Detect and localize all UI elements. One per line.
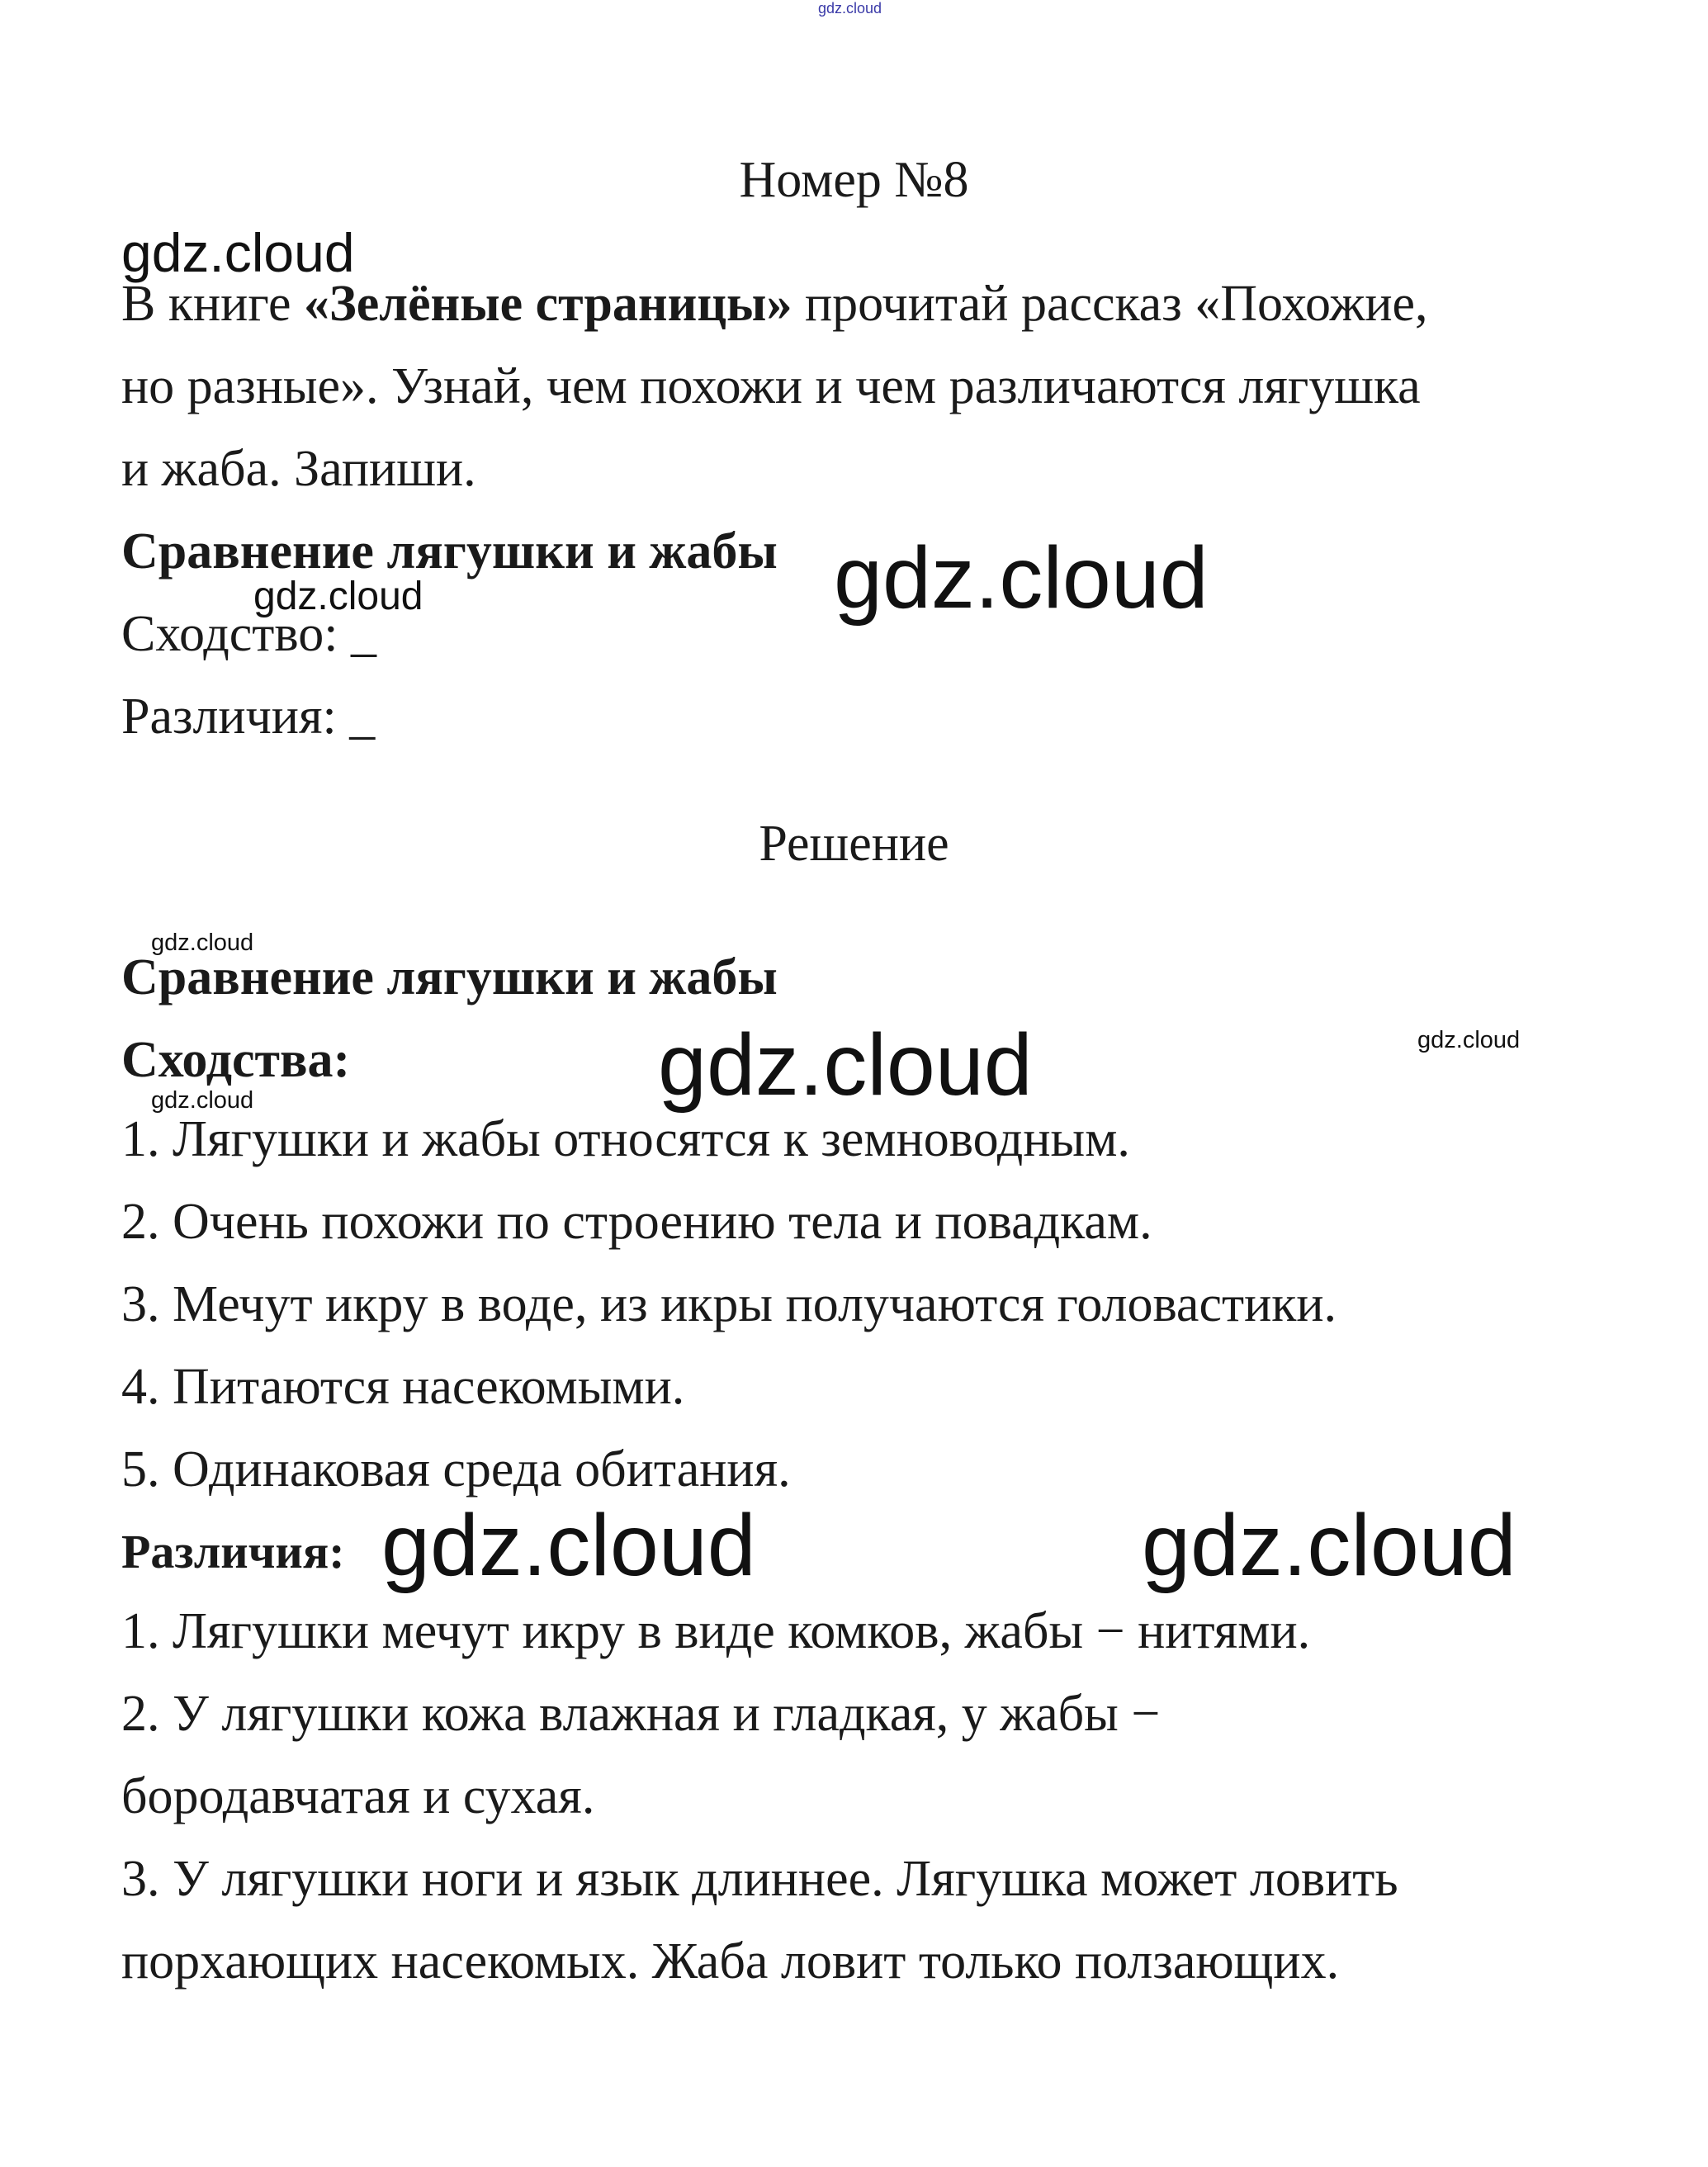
task-line-2: но разные». Узнай, чем похожи и чем различаются лягушка: [121, 358, 1421, 414]
book-title: «Зелёные страницы»: [303, 276, 792, 332]
watermark-solution-large: gdz.cloud: [658, 1016, 1033, 1114]
similarity-item: 5. Одинаковая среда обитания.: [121, 1441, 791, 1498]
difference-line: 3. У лягушки ноги и язык длиннее. Лягушка может ловить: [121, 1851, 1398, 1907]
task-heading: Сравнение лягушки и жабы: [121, 523, 778, 580]
similarities-heading: Сходства:: [121, 1032, 351, 1088]
page-title: Номер №8: [739, 152, 969, 208]
differences-heading: Различия:: [121, 1525, 345, 1578]
watermark-solution-tiny-right: gdz.cloud: [1417, 1027, 1521, 1053]
difference-line: порхающих насекомых. Жаба ловит только ползающих.: [121, 1933, 1340, 1990]
watermark-task-top: gdz.cloud: [121, 222, 355, 283]
difference-prompt: Различия: _: [121, 688, 376, 745]
watermark-task-small: gdz.cloud: [253, 575, 423, 618]
solution-title: Решение: [759, 816, 949, 872]
watermark-solution-tiny-2: gdz.cloud: [151, 1087, 254, 1114]
similarity-item: 1. Лягушки и жабы относятся к земноводным.: [121, 1111, 1130, 1167]
watermark-task-large: gdz.cloud: [834, 529, 1209, 627]
task-line-1-end: прочитай рассказ «Похожие,: [792, 276, 1428, 332]
similarity-item: 4. Питаются насекомыми.: [121, 1359, 685, 1415]
difference-line: 2. У лягушки кожа влажная и гладкая, у жабы −: [121, 1686, 1161, 1742]
similarity-item: 3. Мечут икру в воде, из икры получаются головастики.: [121, 1276, 1337, 1332]
watermark-differences-left: gdz.cloud: [381, 1497, 756, 1594]
task-line-1: [121, 263, 1428, 345]
watermark-solution-tiny-1: gdz.cloud: [151, 930, 254, 956]
watermark-top: gdz.cloud: [818, 0, 882, 17]
solution-heading: Сравнение лягушки и жабы: [121, 949, 778, 1005]
task-line-1-start: В книге: [121, 276, 304, 332]
difference-line: бородавчатая и сухая.: [121, 1768, 595, 1824]
similarity-prompt: Сходство: _: [121, 606, 376, 662]
task-line-3: и жаба. Запиши.: [121, 441, 476, 497]
watermark-differences-right: gdz.cloud: [1142, 1497, 1516, 1594]
difference-line: 1. Лягушки мечут икру в виде комков, жабы − нитями.: [121, 1603, 1311, 1659]
similarity-item: 2. Очень похожи по строению тела и повадкам.: [121, 1194, 1152, 1250]
